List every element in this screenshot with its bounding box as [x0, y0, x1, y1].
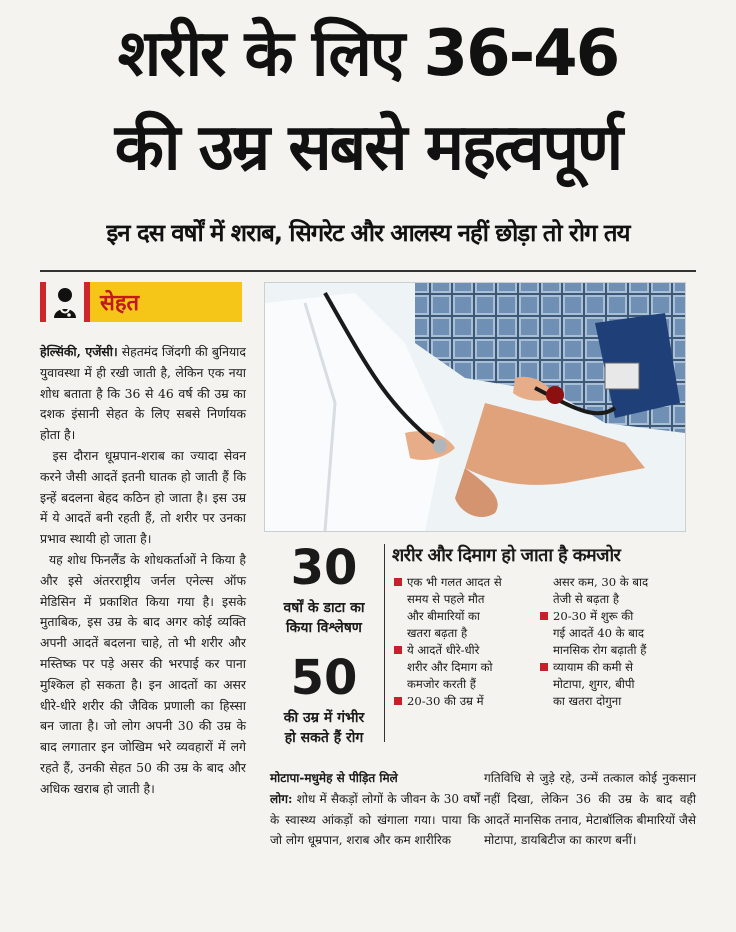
text-line: मेटाबॉलिक बीमारियों जैसे मोटापा,: [484, 812, 696, 848]
text-line: सेहतमंद जिंदगी: [121, 344, 191, 359]
text-line: रहती हैं, तो शरीर पर उनका प्रभाव: [40, 510, 246, 547]
text-line: पाना मुश्किल हो सकता है। इन आदतों: [40, 655, 246, 692]
box-item-text: मानसिक रोग बढ़ाती हैं: [553, 643, 647, 657]
box-item: [394, 642, 534, 659]
box-item-text: और बीमारियों का: [407, 609, 480, 623]
stat-number: 30: [290, 540, 358, 596]
text-line: है, लेकिन एक नया शोध बताता है कि: [40, 364, 246, 401]
box-title: शरीर और दिमाग हो जाता है कमजोर: [392, 545, 621, 566]
vertical-divider: [384, 544, 385, 742]
stats-column: [272, 542, 376, 762]
bullet-square-icon: [540, 612, 548, 620]
box-item-text: 20-30 की उम्र में: [407, 694, 484, 708]
tag-red-bar: [40, 282, 46, 322]
box-item-text: तेजी से बढ़ता है: [553, 592, 620, 606]
bullet-square-icon: [540, 663, 548, 671]
stat-caption-line: की उम्र में गंभीर: [283, 710, 365, 726]
text-line: गतिविधि से जुड़े रहे, उन्में तत्काल कोई: [484, 771, 658, 785]
text-line: खंगाला गया। पाया कि जो लोग: [270, 812, 480, 848]
text-line: का असर धीरे-धीरे शरीर की जैविक: [40, 676, 246, 713]
text-line: इन जोखिम भरे व्यवहारों में लगे रहते: [40, 739, 246, 775]
article-left-column: [40, 342, 246, 800]
box-item: [540, 659, 680, 676]
doctor-icon: [50, 284, 80, 320]
divider-rule: [40, 270, 696, 272]
text-line: की बुनियाद युवावस्था में ही रखी जाती: [40, 344, 246, 380]
text-line: लोग अपनी 30 की उम्र के बाद लगातार: [40, 718, 246, 755]
text-line: यह शोध फिनलैंड के शोधकर्ताओं: [49, 551, 196, 567]
box-item: [394, 574, 534, 591]
section-tag: [40, 282, 242, 322]
box-item: [394, 659, 534, 676]
text-line: के बाद वही आदतें मानसिक तनाव,: [484, 791, 696, 827]
box-item: [540, 591, 680, 608]
box-item-text: गई आदतें 40 के बाद: [553, 626, 645, 640]
bullet-square-icon: [394, 578, 402, 586]
headline-line-2: की उम्र सबसे महत्वपूर्ण: [114, 111, 622, 185]
text-line: ने किया है और इसे अंतरराष्ट्रीय जर्नल: [40, 551, 246, 588]
text-line: मस्तिष्क पर पड़े असर की भरपाई कर: [40, 655, 220, 671]
text-line: के बाद अगर कोई व्यक्ति अपनी आदतें: [40, 614, 246, 651]
text-line: प्रणाली का हिस्सा बन जाता है। जो: [40, 697, 246, 734]
box-item-text: खतरा बढ़ता है: [407, 626, 468, 640]
blood-pressure-check-photo: [264, 282, 686, 532]
box-column-1: [394, 574, 534, 710]
stat-caption: [272, 708, 376, 748]
box-item-text: व्यायाम की कमी से: [553, 660, 633, 674]
box-item: [394, 693, 534, 710]
box-item: [540, 574, 680, 591]
text-line: डायबिटीज का कारण बनीं।: [521, 833, 637, 848]
text-line: स्थायी हो जाता है।: [69, 531, 152, 547]
box-item: [540, 693, 680, 710]
box-item-text: शरीर और दिमाग को: [407, 660, 493, 674]
text-line: नुकसान नहीं दिखा, लेकिन 36 की उम्र: [484, 771, 696, 806]
text-line: के 30 वर्षों के स्वास्थ्य आंकड़ों को: [270, 791, 480, 827]
box-item: [540, 676, 680, 693]
text-line: हो जाता है। इस उम्र में ये आदतें बनी: [40, 489, 246, 526]
text-line: एनेल्स ऑफ मेडिसिन में प्रकाशित: [40, 572, 246, 609]
box-item: [540, 625, 680, 642]
box-item: [394, 676, 534, 693]
text-line: हो जाती हैं कि इन्हें बदलना बेहद कठिन: [40, 468, 246, 505]
box-item-text: का खतरा दोगुना: [553, 694, 622, 708]
box-item-text: कमजोर करती हैं: [407, 677, 476, 691]
box-column-2: [540, 574, 680, 710]
stat-caption: [272, 598, 376, 638]
text-line: इस दौरान धूम्रपान-शराब का ज्यादा: [52, 447, 218, 463]
lower-lead: लोग:: [270, 791, 293, 806]
box-item: [394, 608, 534, 625]
box-item: [540, 642, 680, 659]
text-line: शोध में सैकड़ों लोगों के जीवन: [296, 791, 427, 806]
box-item: [540, 608, 680, 625]
text-line: 36 से 46 वर्ष की उम्र का दशक इंसानी: [40, 385, 246, 422]
bullet-square-icon: [394, 697, 402, 705]
article-lower-right: [484, 768, 696, 851]
lower-heading: मोटापा-मधुमेह से पीड़ित मिले: [270, 771, 398, 785]
dateline: हेल्सिंकी, एजेंसी।: [40, 344, 118, 359]
text-line: किया गया है। इसके मुताबिक, इस उम्र: [40, 593, 246, 630]
stat-number: 50: [290, 650, 358, 706]
headline-line-1: शरीर के लिए 36-46: [117, 17, 619, 91]
stat-caption-line: हो सकते हैं रोग: [284, 730, 364, 746]
text-line: हैं, उनकी सेहत 50 की उम्र के बाद और: [63, 759, 246, 775]
box-item-text: असर कम, 30 के बाद: [553, 575, 649, 589]
box-item-text: एक भी गलत आदत से: [407, 575, 502, 589]
stat-caption-line: किया विश्लेषण: [286, 620, 362, 636]
text-line: धूम्रपान, शराब और कम शारीरिक: [307, 833, 451, 848]
text-line: बदलना चाहे, तो भी शरीर और: [103, 635, 246, 651]
box-item-text: समय से पहले मौत: [407, 592, 485, 606]
article-lower-middle: [270, 768, 480, 851]
subheadline: इन दस वर्षों में शराब, सिगरेट और आलस्य नहीं छोड़ा तो रोग तय: [106, 219, 630, 247]
text-line: अधिक खराब हो जाती है।: [40, 780, 155, 796]
text-line: सेहत के लिए सबसे निर्णायक होता है।: [40, 406, 246, 443]
box-item-text: 20-30 में शुरू की: [553, 609, 634, 623]
section-label: सेहत: [84, 282, 242, 322]
box-item-text: मोटापा, शुगर, बीपी: [553, 677, 635, 691]
stat-caption-line: वर्षों के डाटा का: [283, 600, 365, 616]
bullet-square-icon: [394, 646, 402, 654]
text-line: सेवन करने जैसी आदतें इतनी घातक: [40, 447, 246, 484]
box-item: [394, 591, 534, 608]
box-item: [394, 625, 534, 642]
box-item-text: ये आदतें धीरे-धीरे: [407, 643, 480, 657]
